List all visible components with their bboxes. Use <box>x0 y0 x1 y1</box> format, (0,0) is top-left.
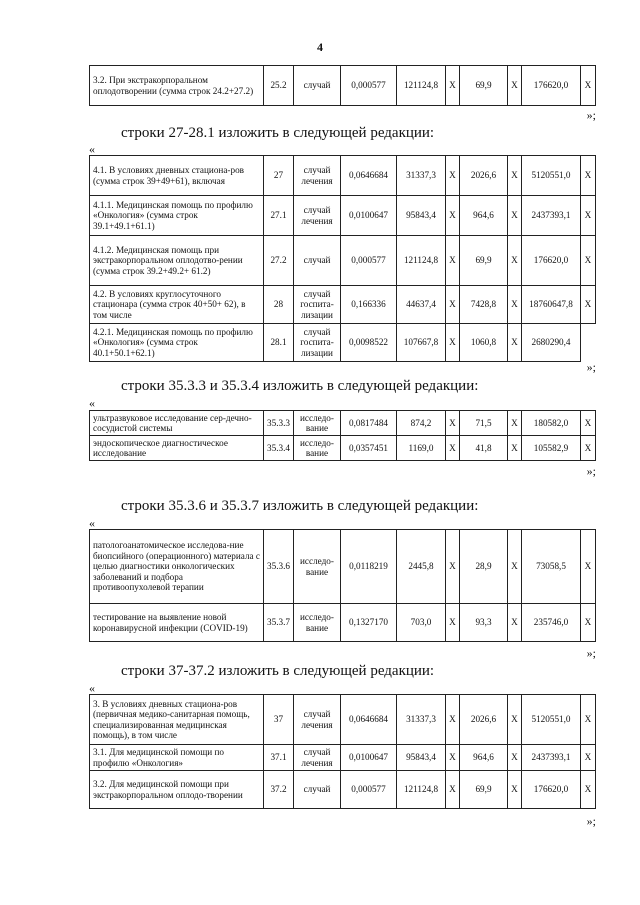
row-norm: 0,0646684 <box>341 156 397 196</box>
row-norm: 0,0100647 <box>341 196 397 236</box>
row-value-1: 69,9 <box>460 66 508 106</box>
x-mark: X <box>446 196 460 236</box>
row-cost: 31337,3 <box>397 156 446 196</box>
x-mark: X <box>508 324 522 362</box>
x-mark: X <box>446 236 460 286</box>
x-mark: X <box>581 436 596 461</box>
row-value-1: 41,8 <box>460 436 508 461</box>
x-mark: X <box>581 530 596 604</box>
x-mark: X <box>446 695 460 745</box>
row-code: 35.3.3 <box>264 411 294 436</box>
row-description: 4.1. В условиях дневных стациона-ров (сумма строк 39+49+61), включая <box>90 156 264 196</box>
row-unit: исследо-вание <box>294 411 341 436</box>
closing-quote: »; <box>586 814 596 828</box>
opening-quote: « <box>89 516 95 530</box>
opening-quote: « <box>89 681 95 695</box>
row-unit: случай <box>294 771 341 809</box>
row-norm: 0,0118219 <box>341 530 397 604</box>
x-mark: X <box>446 436 460 461</box>
row-cost: 31337,3 <box>397 695 446 745</box>
row-cost: 1169,0 <box>397 436 446 461</box>
row-norm: 0,000577 <box>341 771 397 809</box>
x-mark: X <box>581 604 596 642</box>
row-norm: 0,000577 <box>341 66 397 106</box>
row-cost: 107667,8 <box>397 324 446 362</box>
row-code: 27 <box>264 156 294 196</box>
row-description: 4.1.1. Медицинская помощь по профилю «Онкология» (сумма строк 39.1+49.1+61.1) <box>90 196 264 236</box>
table-row <box>90 324 596 362</box>
closing-quote: »; <box>586 360 596 374</box>
row-code: 37.2 <box>264 771 294 809</box>
opening-quote: « <box>89 142 95 156</box>
row-cost: 121124,8 <box>397 771 446 809</box>
row-value-2: 2680290,4 <box>522 324 581 362</box>
x-mark: X <box>508 695 522 745</box>
row-description: 3.2. Для медицинской помощи при экстракорпоральном оплодо-творении <box>90 771 264 809</box>
section-heading: строки 37-37.2 изложить в следующей редакции: <box>121 663 435 679</box>
row-cost: 95843,4 <box>397 196 446 236</box>
row-cost: 44637,4 <box>397 286 446 324</box>
row-norm: 0,0817484 <box>341 411 397 436</box>
row-norm: 0,000577 <box>341 236 397 286</box>
row-code: 25.2 <box>264 66 294 106</box>
table-row <box>90 771 596 809</box>
row-description: 3.2. При экстракорпоральном оплодотворении (сумма строк 24.2+27.2) <box>90 66 264 106</box>
table-rows-35-3-3-35-3-4 <box>89 410 596 461</box>
x-mark: X <box>581 236 596 286</box>
row-unit: случай госпита-лизации <box>294 286 341 324</box>
row-value-1: 964,6 <box>460 745 508 771</box>
row-value-1: 964,6 <box>460 196 508 236</box>
row-value-2: 5120551,0 <box>522 695 581 745</box>
row-value-2: 18760647,8 <box>522 286 581 324</box>
x-mark: X <box>446 604 460 642</box>
row-cost: 121124,8 <box>397 236 446 286</box>
row-description: ультразвуковое исследование сер-дечно-сосудистой системы <box>90 411 264 436</box>
table-row <box>90 604 596 642</box>
row-code: 35.3.7 <box>264 604 294 642</box>
row-value-1: 69,9 <box>460 236 508 286</box>
x-mark: X <box>446 530 460 604</box>
row-code: 37.1 <box>264 745 294 771</box>
empty-cell <box>581 324 596 362</box>
row-description: тестирование на выявление новой коронавирусной инфекции (COVID-19) <box>90 604 264 642</box>
x-mark: X <box>508 66 522 106</box>
row-unit: случай лечения <box>294 156 341 196</box>
row-description: 4.2. В условиях круглосуточного стационара (сумма строк 40+50+ 62), в том числе <box>90 286 264 324</box>
row-value-1: 93,3 <box>460 604 508 642</box>
row-description: эндоскопическое диагностическое исследование <box>90 436 264 461</box>
row-value-2: 176620,0 <box>522 66 581 106</box>
table-row <box>90 156 596 196</box>
table-row <box>90 286 596 324</box>
row-unit: случай <box>294 236 341 286</box>
row-value-1: 71,5 <box>460 411 508 436</box>
row-value-1: 28,9 <box>460 530 508 604</box>
row-unit: случай <box>294 66 341 106</box>
table-rows-35-3-6-35-3-7 <box>89 529 596 642</box>
row-value-2: 105582,9 <box>522 436 581 461</box>
x-mark: X <box>446 156 460 196</box>
row-code: 35.3.4 <box>264 436 294 461</box>
row-code: 35.3.6 <box>264 530 294 604</box>
row-unit: случай лечения <box>294 695 341 745</box>
row-norm: 0,0098522 <box>341 324 397 362</box>
x-mark: X <box>508 604 522 642</box>
row-value-2: 2437393,1 <box>522 196 581 236</box>
x-mark: X <box>581 66 596 106</box>
table-row <box>90 66 596 106</box>
row-description: 3. В условиях дневных стациона-ров (первичная медико-санитарная помощь, специализированная медицинская помощь), в том числе <box>90 695 264 745</box>
row-value-1: 69,9 <box>460 771 508 809</box>
row-description: 3.1. Для медицинской помощи по профилю «Онкология» <box>90 745 264 771</box>
row-cost: 2445,8 <box>397 530 446 604</box>
x-mark: X <box>581 156 596 196</box>
row-cost: 95843,4 <box>397 745 446 771</box>
x-mark: X <box>508 530 522 604</box>
row-unit: случай лечения <box>294 745 341 771</box>
row-code: 27.2 <box>264 236 294 286</box>
table-row <box>90 411 596 436</box>
x-mark: X <box>508 771 522 809</box>
table-rows-27-28-1 <box>89 155 596 362</box>
x-mark: X <box>508 196 522 236</box>
x-mark: X <box>581 286 596 324</box>
x-mark: X <box>446 286 460 324</box>
row-value-1: 1060,8 <box>460 324 508 362</box>
row-value-2: 2437393,1 <box>522 745 581 771</box>
row-value-2: 73058,5 <box>522 530 581 604</box>
closing-quote: »; <box>586 646 596 660</box>
section-heading: строки 27-28.1 изложить в следующей редакции: <box>121 125 435 141</box>
table-row <box>90 695 596 745</box>
x-mark: X <box>508 411 522 436</box>
row-unit: случай госпита-лизации <box>294 324 341 362</box>
x-mark: X <box>581 771 596 809</box>
closing-quote: »; <box>586 464 596 478</box>
table-row <box>90 236 596 286</box>
x-mark: X <box>581 695 596 745</box>
row-code: 28 <box>264 286 294 324</box>
row-norm: 0,166336 <box>341 286 397 324</box>
table-row <box>90 436 596 461</box>
row-value-2: 180582,0 <box>522 411 581 436</box>
row-unit: исследо-вание <box>294 436 341 461</box>
row-value-1: 2026,6 <box>460 156 508 196</box>
closing-quote: »; <box>586 108 596 122</box>
row-value-2: 176620,0 <box>522 771 581 809</box>
x-mark: X <box>581 196 596 236</box>
table-row <box>90 745 596 771</box>
x-mark: X <box>508 156 522 196</box>
x-mark: X <box>508 745 522 771</box>
x-mark: X <box>508 436 522 461</box>
row-value-2: 5120551,0 <box>522 156 581 196</box>
row-unit: исследо-вание <box>294 604 341 642</box>
row-unit: случай лечения <box>294 196 341 236</box>
x-mark: X <box>508 286 522 324</box>
row-norm: 0,1327170 <box>341 604 397 642</box>
table-rows-37-37-2 <box>89 694 596 809</box>
section-heading: строки 35.3.6 и 35.3.7 изложить в следующей редакции: <box>121 498 479 514</box>
row-value-1: 2026,6 <box>460 695 508 745</box>
row-description: патологоанатомическое исследова-ние биопсийного (операционного) материала с целью диагностики онкологических заболеваний и подбора противоопухолевой терапии <box>90 530 264 604</box>
row-norm: 0,0357451 <box>341 436 397 461</box>
row-norm: 0,0100647 <box>341 745 397 771</box>
row-code: 28.1 <box>264 324 294 362</box>
row-unit: исследо-вание <box>294 530 341 604</box>
row-cost: 703,0 <box>397 604 446 642</box>
table-row <box>90 530 596 604</box>
x-mark: X <box>508 236 522 286</box>
x-mark: X <box>446 411 460 436</box>
table-row-25-2 <box>89 65 596 106</box>
x-mark: X <box>446 745 460 771</box>
row-description: 4.2.1. Медицинская помощь по профилю «Онкология» (сумма строк 40.1+50.1+62.1) <box>90 324 264 362</box>
row-description: 4.1.2. Медицинская помощь при экстракорпоральном оплодотво-рении (сумма строк 39.2+49.2+ 61.2) <box>90 236 264 286</box>
row-code: 27.1 <box>264 196 294 236</box>
row-value-1: 7428,8 <box>460 286 508 324</box>
row-code: 37 <box>264 695 294 745</box>
opening-quote: « <box>89 396 95 410</box>
row-cost: 121124,8 <box>397 66 446 106</box>
row-value-2: 235746,0 <box>522 604 581 642</box>
row-cost: 874,2 <box>397 411 446 436</box>
x-mark: X <box>581 745 596 771</box>
x-mark: X <box>446 66 460 106</box>
row-value-2: 176620,0 <box>522 236 581 286</box>
page-number: 4 <box>317 40 323 54</box>
x-mark: X <box>446 324 460 362</box>
section-heading: строки 35.3.3 и 35.3.4 изложить в следующей редакции: <box>121 378 479 394</box>
row-norm: 0,0646684 <box>341 695 397 745</box>
x-mark: X <box>446 771 460 809</box>
x-mark: X <box>581 411 596 436</box>
table-row <box>90 196 596 236</box>
